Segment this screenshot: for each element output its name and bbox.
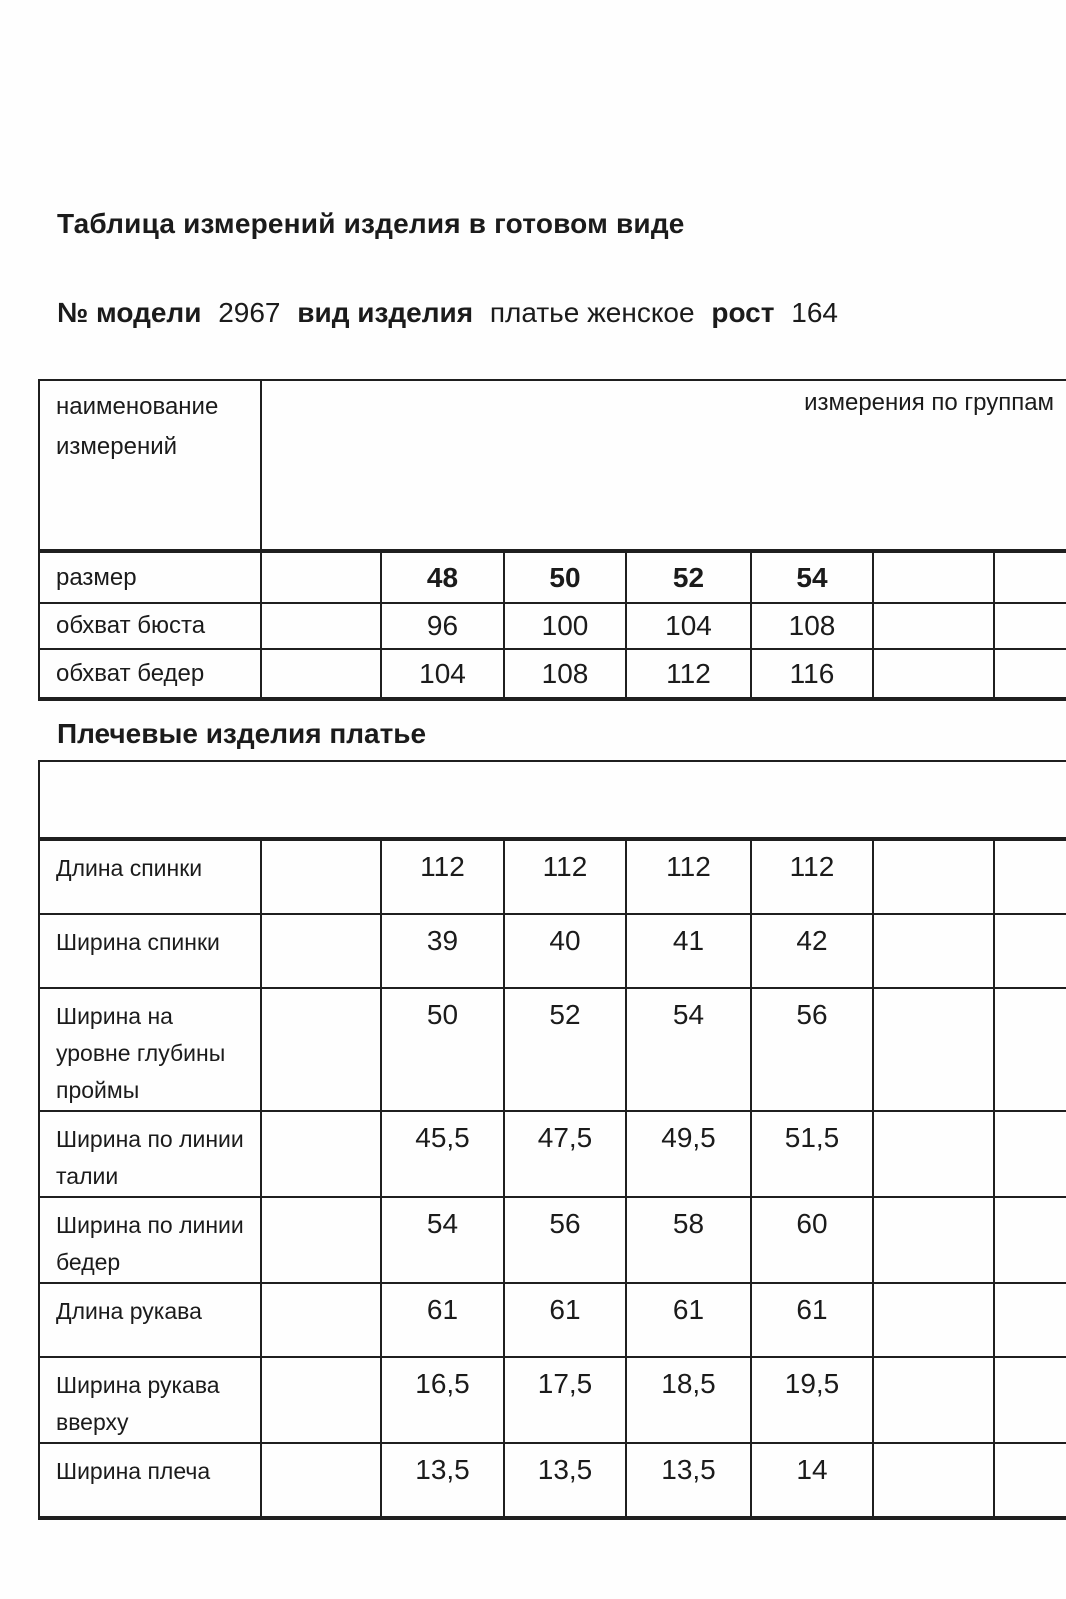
value-cell: 50 [381,988,504,1111]
measurements-table [38,379,1066,701]
value-cell: 100 [504,603,626,649]
empty-cell [994,1443,1066,1518]
value-cell: 61 [381,1283,504,1357]
empty-cell [994,1283,1066,1357]
table-row-hips [39,649,1066,699]
value-cell: 51,5 [751,1111,873,1197]
table-row-waist-width [39,1111,1066,1197]
value-cell: 40 [504,914,626,988]
empty-cell [39,761,1066,839]
value-cell: 13,5 [381,1443,504,1518]
height-label: рост [711,297,775,328]
height-value: 164 [791,297,838,328]
empty-cell [261,1283,381,1357]
row-label: Ширина плеча [39,1443,261,1518]
row-label: Ширина по линии бедер [39,1197,261,1283]
value-cell: 41 [626,914,751,988]
value-cell: 18,5 [626,1357,751,1443]
table-row-hip-width [39,1197,1066,1283]
size-cell: 54 [751,551,873,603]
shoulder-products-table [38,760,1066,1520]
value-cell: 112 [626,649,751,699]
value-cell: 52 [504,988,626,1111]
value-cell: 17,5 [504,1357,626,1443]
empty-cell [873,839,994,914]
value-cell: 54 [381,1197,504,1283]
empty-cell [261,1443,381,1518]
empty-cell [994,1197,1066,1283]
value-cell: 112 [504,839,626,914]
value-cell: 104 [381,649,504,699]
value-cell: 19,5 [751,1357,873,1443]
size-cell: 48 [381,551,504,603]
table-row-shoulder-width [39,1443,1066,1518]
row-label: обхват бюста [39,603,261,649]
empty-cell [873,1197,994,1283]
value-cell: 14 [751,1443,873,1518]
table-row-size [39,551,1066,603]
row-label: Ширина рукава вверху [39,1357,261,1443]
empty-cell [873,1111,994,1197]
empty-cell [994,914,1066,988]
table-row-bust [39,603,1066,649]
value-cell: 104 [626,603,751,649]
empty-cell [261,914,381,988]
value-cell: 108 [504,649,626,699]
empty-cell [261,551,381,603]
product-type-value: платье женское [489,297,695,328]
empty-cell [994,839,1066,914]
value-cell: 112 [751,839,873,914]
row-label: Длина рукава [39,1283,261,1357]
header-cell-name: наименование измерений [39,380,261,551]
value-cell: 61 [751,1283,873,1357]
value-cell: 60 [751,1197,873,1283]
product-type-label: вид изделия [297,297,474,328]
value-cell: 56 [504,1197,626,1283]
table-row-sleeve-top-width [39,1357,1066,1443]
empty-cell [261,1197,381,1283]
section-title: Плечевые изделия платье [57,718,427,749]
empty-cell [994,988,1066,1111]
table-row-back-length [39,839,1066,914]
value-cell: 116 [751,649,873,699]
empty-cell [261,1111,381,1197]
value-cell: 96 [381,603,504,649]
header-cell-groups: измерения по группам [261,380,1066,551]
value-cell: 108 [751,603,873,649]
empty-cell [261,603,381,649]
value-cell: 39 [381,914,504,988]
empty-cell [261,839,381,914]
size-cell: 50 [504,551,626,603]
table-row-armhole-width [39,988,1066,1111]
row-label: Ширина спинки [39,914,261,988]
value-cell: 112 [626,839,751,914]
empty-header-row [39,761,1066,839]
empty-cell [994,649,1066,699]
empty-cell [994,551,1066,603]
empty-cell [873,649,994,699]
row-label: размер [39,551,261,603]
value-cell: 49,5 [626,1111,751,1197]
value-cell: 112 [381,839,504,914]
row-label: Ширина на уровне глубины проймы [39,988,261,1111]
value-cell: 45,5 [381,1111,504,1197]
row-label: обхват бедер [39,649,261,699]
empty-cell [261,988,381,1111]
model-number-value: 2967 [218,297,281,328]
value-cell: 58 [626,1197,751,1283]
empty-cell [994,603,1066,649]
value-cell: 13,5 [504,1443,626,1518]
empty-cell [873,988,994,1111]
value-cell: 56 [751,988,873,1111]
empty-cell [873,1357,994,1443]
value-cell: 42 [751,914,873,988]
value-cell: 54 [626,988,751,1111]
table-header-row [39,380,1066,551]
value-cell: 16,5 [381,1357,504,1443]
value-cell: 61 [626,1283,751,1357]
empty-cell [873,1283,994,1357]
value-cell: 61 [504,1283,626,1357]
empty-cell [994,1111,1066,1197]
value-cell: 13,5 [626,1443,751,1518]
empty-cell [873,603,994,649]
table-row-sleeve-length [39,1283,1066,1357]
empty-cell [873,551,994,603]
row-label: Ширина по линии талии [39,1111,261,1197]
model-number-label: № модели [57,297,202,328]
page-title: Таблица измерений изделия в готовом виде [57,208,685,239]
row-label: Длина спинки [39,839,261,914]
empty-cell [261,1357,381,1443]
empty-cell [994,1357,1066,1443]
value-cell: 47,5 [504,1111,626,1197]
model-info-line [57,296,1066,330]
empty-cell [873,1443,994,1518]
table-row-back-width [39,914,1066,988]
empty-cell [873,914,994,988]
empty-cell [261,649,381,699]
size-cell: 52 [626,551,751,603]
